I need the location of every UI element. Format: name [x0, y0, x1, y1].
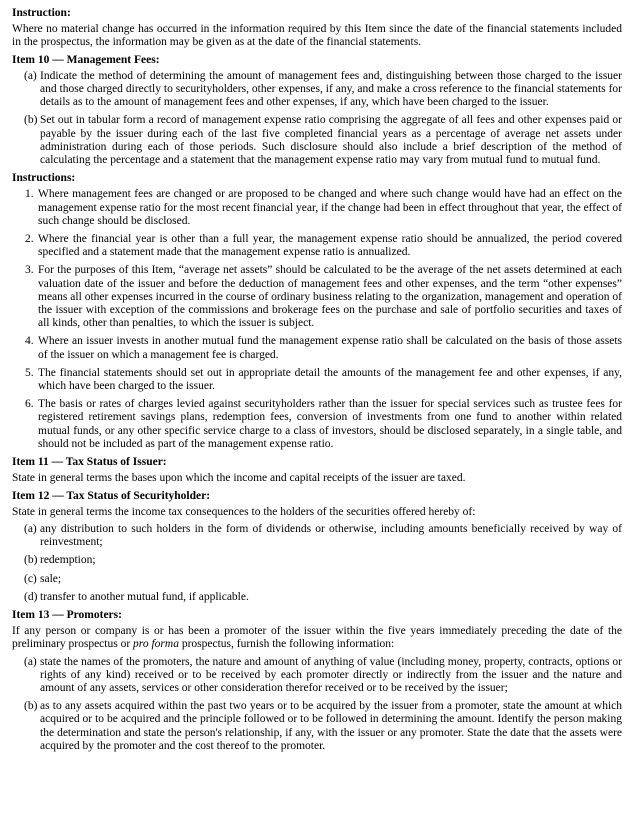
- list-item-text: Indicate the method of determining the amount of management fees and, distinguishing between those charged to the issuer and those charged directly to securityholders, other expenses, if any, and make a cross reference to the financial statements for details as to the amount of management fees and other expenses, if any, which have been charged to the issuer.: [40, 69, 622, 109]
- item13-text-italic: pro forma: [133, 638, 179, 651]
- list-item: [12, 554, 622, 567]
- item12-text: State in general terms the income tax consequences to the holders of the securities offered hereby of:: [12, 505, 476, 518]
- list-item-text: Where the financial year is other than a full year, the management expense ratio should be annualized, the period covered specified and a statement made that the management expense ratio is annualized.: [38, 233, 622, 259]
- list-item: [12, 523, 622, 549]
- list-item-text: The financial statements should set out in appropriate detail the amounts of the management fee and other expenses, if any, which have been charged to the issuer.: [38, 366, 622, 393]
- list-marker: (a): [24, 69, 37, 82]
- instruction-heading: Instruction:: [12, 7, 71, 19]
- list-item: [12, 188, 622, 228]
- list-item-text: Where an issuer invests in another mutual fund the management expense ratio shall be calculated on the basis of those assets of the issuer on which a management fee is charged.: [38, 335, 622, 361]
- item11-heading: Item 11 — Tax Status of Issuer:: [12, 456, 167, 469]
- list-item-text: as to any assets acquired within the past two years or to be acquired by the issuer from a promoter, state the amount at which acquired or to be acquired and the principle followed or to be followed in determining the amount. Identify the person making the determination and state the person's relationship, if any, with the issuer or any promoter. State the date that the assets were acquired by the promoter and the cost thereof to the promoter.: [40, 700, 622, 752]
- list-item-text: redemption;: [40, 554, 96, 567]
- list-marker: (b): [24, 114, 38, 127]
- list-marker: (b): [24, 700, 38, 713]
- list-item-text: transfer to another mutual fund, if applicable.: [40, 590, 249, 603]
- list-item: [12, 335, 622, 361]
- list-marker: 5.: [25, 366, 34, 379]
- list-item-text: Set out in tabular form a record of management expense ratio comprising the aggregate of all fees and other expenses paid or payable by the issuer during each of the last five completed financial years as a percentage of average net assets under administration during each of those periods. Such disclosure should also include a brief description of the method of calculating the percentage and a statement that the management expense ratio may vary from mutual fund to mutual fund.: [40, 114, 622, 167]
- list-item: [12, 264, 622, 330]
- list-item-text: The basis or rates of charges levied against securityholders rather than the issuer for special services such as trustee fees for registered retirement savings plans, redemption fees, conversion of investments from one fund to another within related mutual funds, or any other specific service charge to a class of investors, should be disclosed separately, in a single table, and should not be included as part of the management expense ratio.: [38, 398, 622, 450]
- list-marker: 1.: [25, 188, 34, 201]
- instructions-heading: Instructions:: [12, 172, 76, 185]
- list-item-text: Where management fees are changed or are proposed to be changed and where such change would have had an effect on the management expense ratio for the most recent financial year, if the change had been in effect throughout that year, the effect of such change should be disclosed.: [38, 188, 622, 227]
- list-marker: (a): [24, 655, 37, 668]
- list-marker: 4.: [25, 335, 34, 348]
- list-item: [12, 591, 622, 604]
- item13-text: [12, 625, 622, 651]
- list-marker: 3.: [25, 264, 34, 277]
- list-marker: (a): [24, 522, 37, 535]
- item10-heading: Item 10 — Management Fees:: [12, 53, 160, 66]
- list-item: [12, 700, 622, 753]
- list-item: [12, 656, 622, 696]
- list-item-text: sale;: [40, 572, 62, 585]
- list-marker: 2.: [25, 233, 34, 246]
- list-marker: 6.: [25, 398, 34, 411]
- list-marker: (c): [24, 572, 37, 585]
- item11-text: State in general terms the bases upon which the income and capital receipts of the issuer are taxed.: [12, 472, 466, 485]
- list-item-text: state the names of the promoters, the nature and amount of anything of value (including money, property, contracts, options or rights of any kind) received or to be received by each promoter directly or indirectly from the issuer and the nature and amount of any assets, services or other consideration therefor received or to be received by the issuer;: [40, 655, 622, 694]
- item13-text-before: If any person or company is or has been a promoter of the issuer within the five years immediately preceding the date of the preliminary prospectus or: [12, 625, 622, 651]
- instruction-text: Where no material change has occurred in the information required by this Item since the date of the financial statements included in the prospectus, the information may be given as at the date of the financial statements.: [12, 23, 622, 49]
- list-item: [12, 233, 622, 259]
- list-item: [12, 114, 622, 167]
- list-marker: (b): [24, 554, 38, 567]
- list-item-text: For the purposes of this Item, “average net assets” should be calculated to be the average of the net assets determined at each valuation date of the issuer and before the deduction of management fees and other expenses, and the term “other expenses” means all other expenses incurred in the course of ordinary business relating to the organization, management and operation of the issuer with exception of the commissions and brokerage fees on the purchase and sale of portfolio securities and taxes of all kinds, other than penalties, to which the issuer is subject.: [38, 264, 622, 330]
- list-item: [12, 398, 622, 451]
- list-item: [12, 70, 622, 110]
- list-item-text: any distribution to such holders in the form of dividends or otherwise, including amounts beneficially received by way of reinvestment;: [40, 522, 622, 549]
- list-item: [12, 573, 622, 586]
- list-marker: (d): [24, 590, 38, 603]
- item12-heading: Item 12 — Tax Status of Securityholder:: [12, 489, 211, 502]
- item13-heading: Item 13 — Promoters:: [12, 608, 122, 621]
- item13-text-after: prospectus, furnish the following information:: [178, 638, 395, 651]
- list-item: [12, 367, 622, 393]
